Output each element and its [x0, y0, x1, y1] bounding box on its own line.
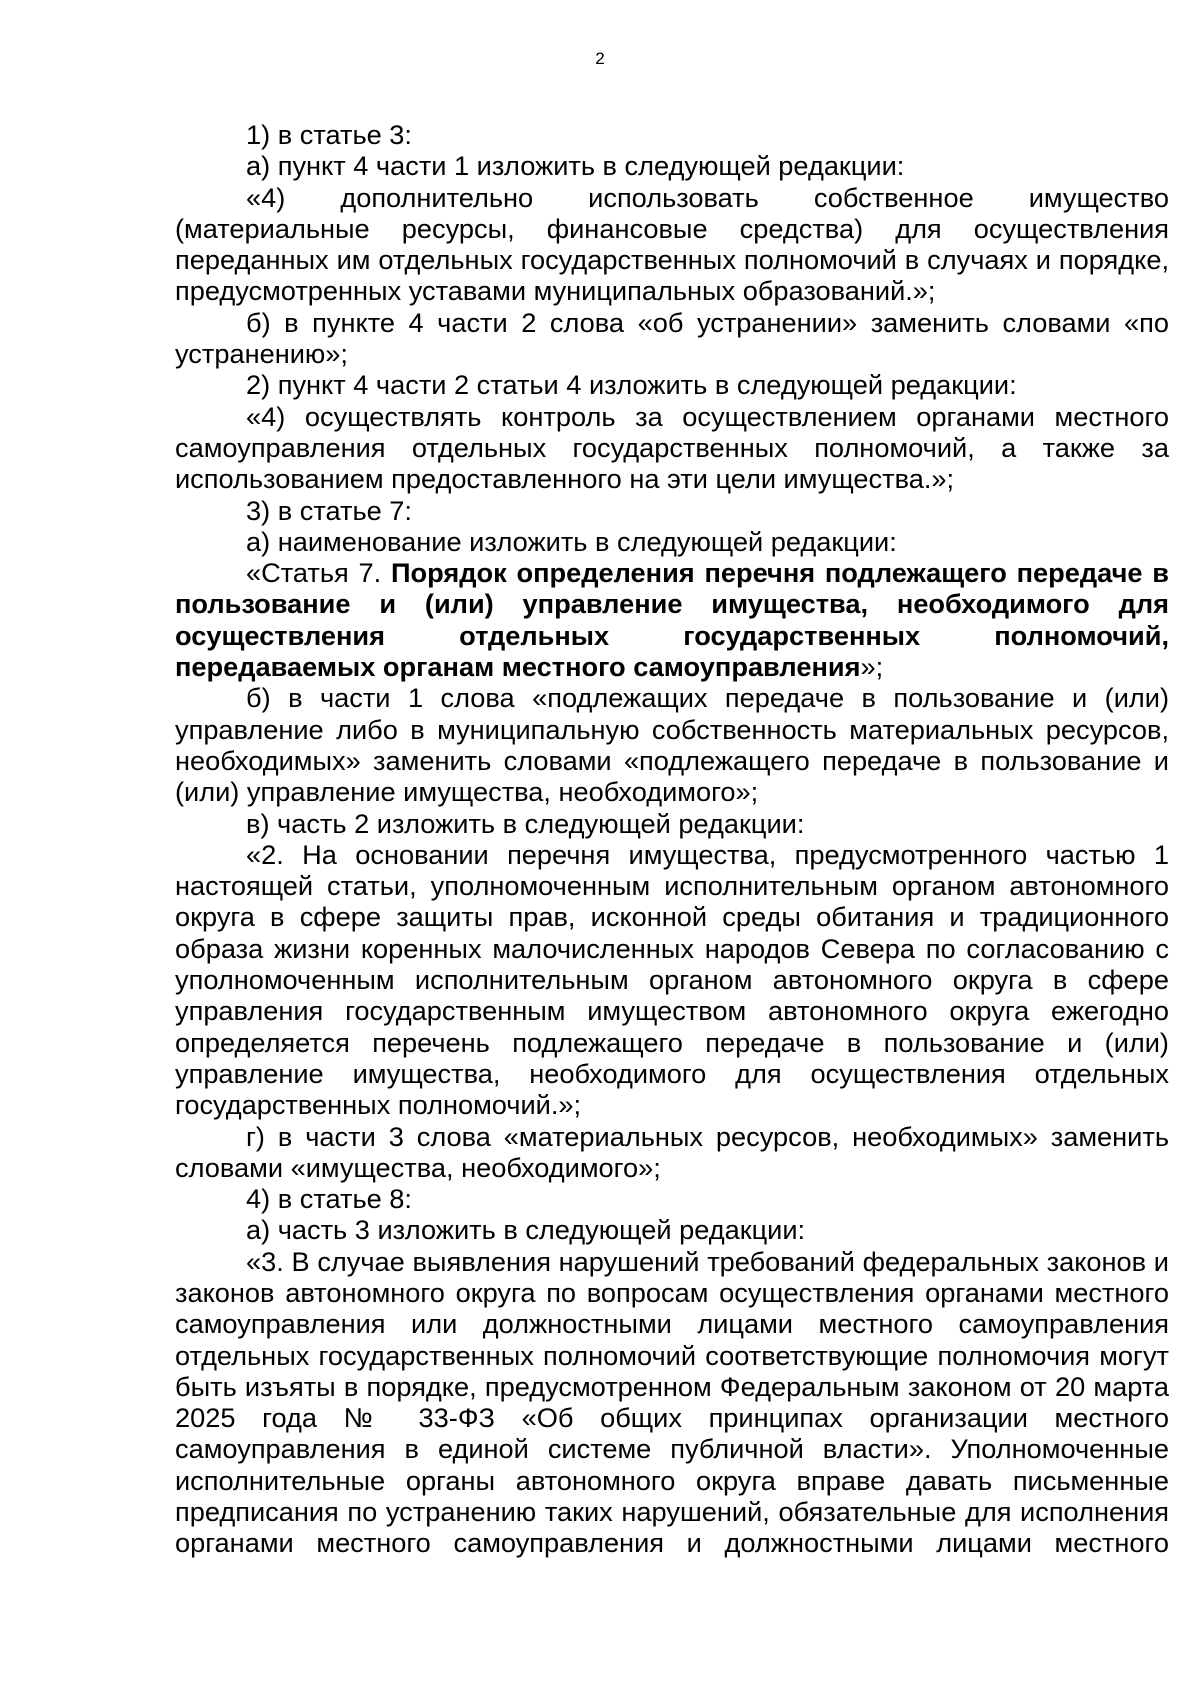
paragraph: 1) в статье 3:	[246, 119, 412, 150]
page-number: 2	[595, 49, 605, 68]
paragraph: а) часть 3 изложить в следующей редакции:	[246, 1214, 806, 1246]
paragraph: «4) осуществлять контроль за осуществлением органами местного самоуправления отдельных государственных полномочий, а также за использованием предоставленного на эти цели имущества.»;	[175, 400, 1169, 495]
paragraph: в) часть 2 изложить в следующей редакции:	[246, 807, 805, 839]
paragraph: 2) пункт 4 части 2 статьи 4 изложить в следующей редакции:	[246, 369, 1017, 401]
paragraph: а) наименование изложить в следующей редакции:	[246, 525, 897, 557]
article-title-prefix: «Статья 7.	[246, 557, 391, 589]
paragraph: г) в части 3 слова «материальных ресурсов, необходимых» заменить словами «имущества, необходимого»;	[175, 1120, 1169, 1183]
paragraph: 3) в статье 7:	[246, 494, 412, 526]
paragraph: б) в пункте 4 части 2 слова «об устранении» заменить словами «по устранению»;	[175, 306, 1169, 370]
paragraph: «3. В случае выявления нарушений требований федеральных законов и законов автономного округа по вопросам осуществления органами местного самоуправления или должностными лицами местного самоуправления отдельных государственных полномочий соответствующие полномочия могут быть изъяты в порядке, предусмотренном Федеральным законом от 20 марта 2025 года № 33-ФЗ «Об общих принципах организации местного самоуправления в единой системе публичной власти». Уполномоченные исполнительные органы автономного округа вправе давать письменные предписания по устранению таких нарушений, обязательные для исполнения органами местного самоуправления и должностными лицами местного	[175, 1245, 1169, 1559]
paragraph: а) пункт 4 части 1 изложить в следующей редакции:	[246, 150, 905, 182]
paragraph: б) в части 1 слова «подлежащих передаче в пользование и (или) управление либо в муниципальную собственность материальных ресурсов, необходимых» заменить словами «подлежащего передаче в пользование и (или) управление имущества, необходимого»;	[175, 682, 1169, 808]
document-body	[175, 119, 1169, 1559]
article-title-bold: Порядок определения перечня подлежащего передаче в пользование и (или) управление имущества, необходимого для осуществления отдельных государственных полномочий, передаваемых органам местного самоуправления	[175, 557, 1169, 683]
paragraph: 4) в статье 8:	[246, 1183, 412, 1215]
paragraph: «2. На основании перечня имущества, предусмотренного частью 1 настоящей статьи, уполномоченным исполнительным органом автономного округа в сфере защиты прав, исконной среды обитания и традиционного образа жизни коренных малочисленных народов Севера по согласованию с уполномоченным исполнительным органом автономного округа в сфере управления государственным имуществом автономного округа ежегодно определяется перечень подлежащего передаче в пользование и (или) управление имущества, необходимого для осуществления отдельных государственных полномочий.»;	[175, 838, 1169, 1121]
article-title-suffix: »;	[860, 651, 884, 683]
article-title-paragraph	[175, 557, 1169, 682]
paragraph: «4) дополнительно использовать собственное имущество (материальные ресурсы, финансовые средства) для осуществления переданных им отдельных государственных полномочий в случаях и порядке, предусмотренных уставами муниципальных образований.»;	[175, 181, 1169, 307]
